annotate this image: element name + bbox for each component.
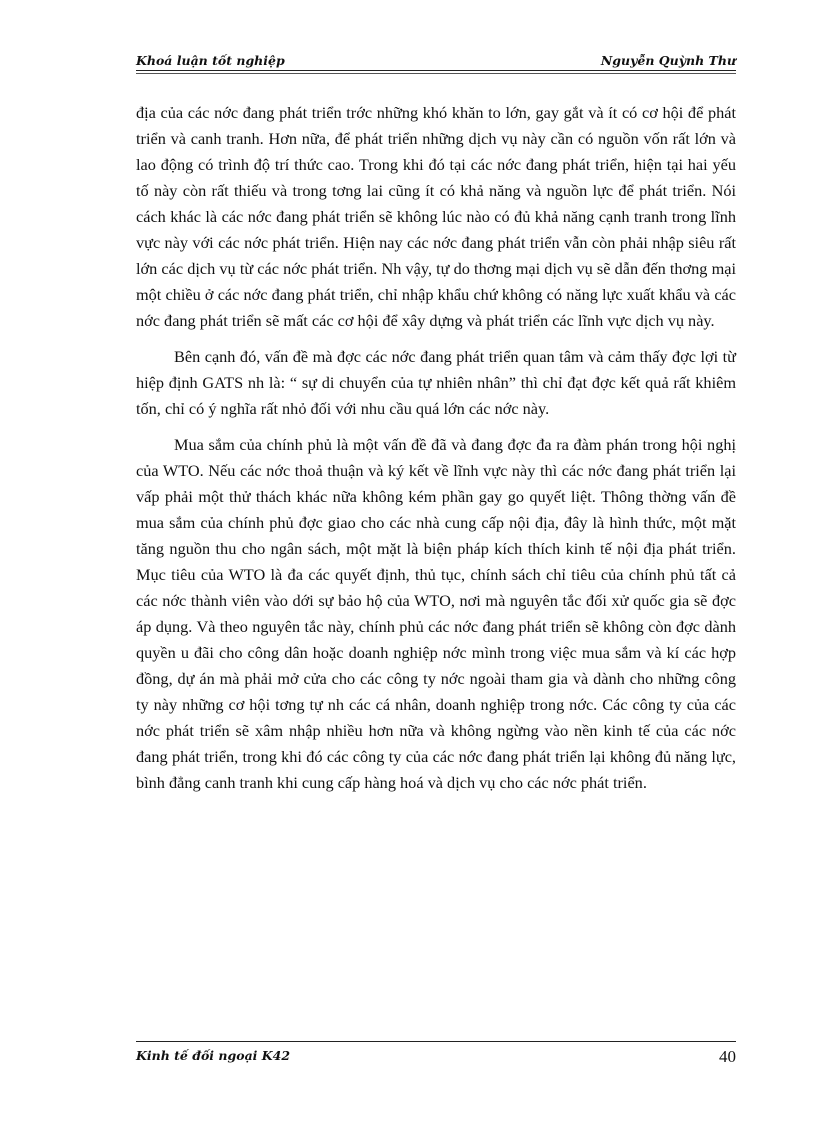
- page-body: [136, 100, 736, 796]
- header-thesis-title: Khoá luận tốt nghiệp: [136, 53, 285, 68]
- footer-divider: [136, 1041, 736, 1042]
- page-header: [136, 52, 736, 71]
- body-paragraph: Mua sắm của chính phủ là một vấn đề đã và đang đợc đa ra đàm phán trong hội nghị của WTO. Nếu các nớc thoả thuận và ký kết về lĩnh vực này thì các nớc đang phát triển lại vấp phải một thử thách khác nữa không kém phần gay go quyết liệt. Thông thờng vấn đề mua sắm của chính phủ đợc giao cho các nhà cung cấp nội địa, đây là hình thức, một mặt tăng nguồn thu cho ngân sách, một mặt là biện pháp kích thích kinh tế nội địa phát triển. Mục tiêu của WTO là đa các quyết định, thủ tục, chính sách chỉ tiêu của chính phủ tất cả các nớc thành viên vào dới sự bảo hộ của WTO, nơi mà nguyên tắc đối xử quốc gia sẽ đợc áp dụng. Và theo nguyên tắc này, chính phủ các nớc đang phát triển sẽ không còn đợc dành quyền u đãi cho công dân hoặc doanh nghiệp nớc mình trong việc mua sắm và kí các hợp đồng, dự án mà phải mở cửa cho các công ty nớc ngoài tham gia và dành cho những công ty này những cơ hội tơng tự nh các cá nhân, doanh nghiệp trong nớc. Các công ty của các nớc phát triển sẽ xâm nhập nhiều hơn nữa và không ngừng vào nền kinh tế của các nớc đang phát triển, trong khi đó các công ty của các nớc đang phát triển lại không đủ năng lực, bình đẳng canh tranh khi cung cấp hàng hoá và dịch vụ cho các nớc phát triển.: [136, 435, 736, 792]
- page-footer: [136, 1046, 736, 1068]
- header-author-name: Nguyễn Quỳnh Thư: [600, 53, 736, 68]
- footer-course-label: Kinh tế đối ngoại K42: [136, 1048, 291, 1063]
- page-number: 40: [719, 1047, 736, 1066]
- body-paragraph: Bên cạnh đó, vấn đề mà đợc các nớc đang phát triển quan tâm và cảm thấy đợc lợi từ hiệp định GATS nh là: “ sự di chuyển của tự nhiên nhân” thì chỉ đạt đợc kết quả rất khiêm tốn, chỉ có ý nghĩa rất nhỏ đối với nhu cầu quá lớn các nớc này.: [136, 347, 736, 418]
- body-paragraph: địa của các nớc đang phát triển trớc những khó khăn to lớn, gay gắt và ít có cơ hội để phát triển và canh tranh. Hơn nữa, để phát triển những dịch vụ này cần có nguồn vốn rất lớn và lao động có trình độ trí thức cao. Trong khi đó tại các nớc đang phát triển, hiện tại hai yếu tố này còn rất thiếu và trong tơng lai cũng ít có khả năng và nguồn lực để phát triển. Nói cách khác là các nớc đang phát triển sẽ không lúc nào có đủ khả năng cạnh tranh trong lĩnh vực này với các nớc phát triển. Hiện nay các nớc đang phát triển vẫn còn phải nhập siêu rất lớn các dịch vụ từ các nớc phát triển. Nh vậy, tự do thơng mại dịch vụ sẽ dẫn đến thơng mại một chiều ở các nớc đang phát triển, chỉ nhập khẩu chứ không có năng lực xuất khẩu và các nớc đang phát triển sẽ mất các cơ hội để xây dựng và phát triển các lĩnh vực dịch vụ này.: [136, 103, 736, 330]
- header-divider: [136, 73, 736, 74]
